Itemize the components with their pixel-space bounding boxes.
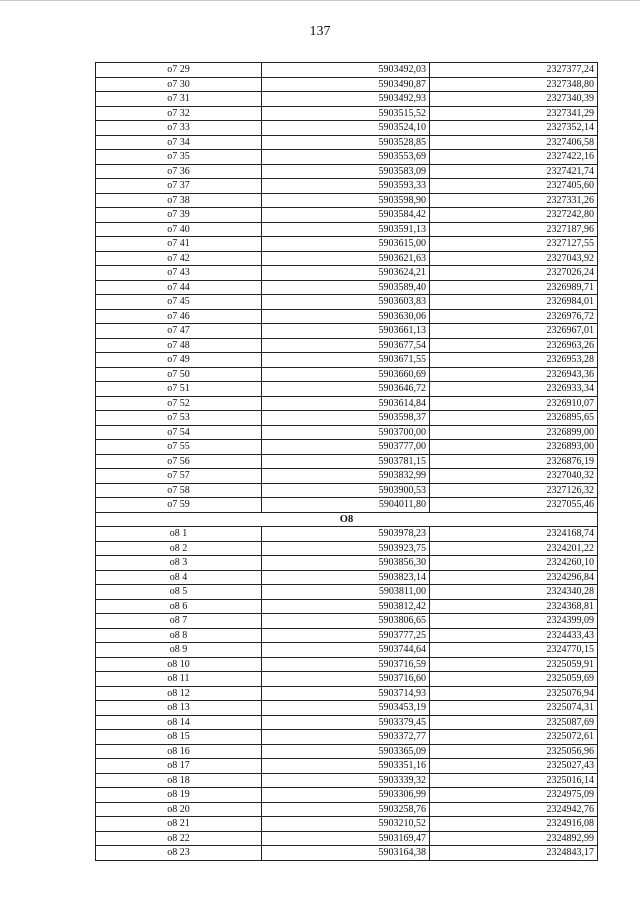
- y-coordinate-cell: 2327341,29: [430, 106, 598, 121]
- y-coordinate-cell: 2326976,72: [430, 309, 598, 324]
- point-id-cell: о8 18: [96, 773, 262, 788]
- table-row: [96, 759, 598, 774]
- table-row: [96, 469, 598, 484]
- coordinates-table-body: [96, 63, 598, 861]
- point-id-cell: о7 43: [96, 266, 262, 281]
- x-coordinate-cell: 5903806,65: [262, 614, 430, 629]
- table-row: [96, 831, 598, 846]
- point-id-cell: о8 11: [96, 672, 262, 687]
- x-coordinate-cell: 5903630,06: [262, 309, 430, 324]
- y-coordinate-cell: 2326893,00: [430, 440, 598, 455]
- point-id-cell: о8 3: [96, 556, 262, 571]
- y-coordinate-cell: 2327421,74: [430, 164, 598, 179]
- y-coordinate-cell: 2327026,24: [430, 266, 598, 281]
- point-id-cell: о8 10: [96, 657, 262, 672]
- y-coordinate-cell: 2326953,28: [430, 353, 598, 368]
- point-id-cell: о8 16: [96, 744, 262, 759]
- y-coordinate-cell: 2325059,69: [430, 672, 598, 687]
- y-coordinate-cell: 2327405,60: [430, 179, 598, 194]
- table-row: [96, 817, 598, 832]
- table-row: [96, 367, 598, 382]
- section-title: О8: [96, 512, 598, 527]
- y-coordinate-cell: 2327242,80: [430, 208, 598, 223]
- x-coordinate-cell: 5903591,13: [262, 222, 430, 237]
- point-id-cell: о7 54: [96, 425, 262, 440]
- x-coordinate-cell: 5903781,15: [262, 454, 430, 469]
- point-id-cell: о7 45: [96, 295, 262, 310]
- point-id-cell: о8 14: [96, 715, 262, 730]
- point-id-cell: о7 29: [96, 63, 262, 78]
- x-coordinate-cell: 5903923,75: [262, 541, 430, 556]
- x-coordinate-cell: 5903823,14: [262, 570, 430, 585]
- point-id-cell: о7 39: [96, 208, 262, 223]
- table-row: [96, 353, 598, 368]
- y-coordinate-cell: 2324296,84: [430, 570, 598, 585]
- x-coordinate-cell: 5903624,21: [262, 266, 430, 281]
- y-coordinate-cell: 2327187,96: [430, 222, 598, 237]
- table-row: [96, 382, 598, 397]
- x-coordinate-cell: 5903339,32: [262, 773, 430, 788]
- x-coordinate-cell: 5903492,03: [262, 63, 430, 78]
- y-coordinate-cell: 2327126,32: [430, 483, 598, 498]
- table-row: [96, 686, 598, 701]
- x-coordinate-cell: 5903306,99: [262, 788, 430, 803]
- y-coordinate-cell: 2327377,24: [430, 63, 598, 78]
- x-coordinate-cell: 5903553,69: [262, 150, 430, 165]
- x-coordinate-cell: 5903978,23: [262, 527, 430, 542]
- table-row: [96, 527, 598, 542]
- x-coordinate-cell: 5903811,00: [262, 585, 430, 600]
- table-row: [96, 425, 598, 440]
- y-coordinate-cell: 2325087,69: [430, 715, 598, 730]
- y-coordinate-cell: 2325016,14: [430, 773, 598, 788]
- x-coordinate-cell: 5903490,87: [262, 77, 430, 92]
- point-id-cell: о8 4: [96, 570, 262, 585]
- x-coordinate-cell: 5903700,00: [262, 425, 430, 440]
- y-coordinate-cell: 2326933,34: [430, 382, 598, 397]
- page-edge: [0, 0, 640, 1]
- point-id-cell: о7 50: [96, 367, 262, 382]
- table-row: [96, 599, 598, 614]
- y-coordinate-cell: 2324916,08: [430, 817, 598, 832]
- y-coordinate-cell: 2327055,46: [430, 498, 598, 513]
- y-coordinate-cell: 2326899,00: [430, 425, 598, 440]
- x-coordinate-cell: 5903671,55: [262, 353, 430, 368]
- x-coordinate-cell: 5903589,40: [262, 280, 430, 295]
- table-row: [96, 266, 598, 281]
- point-id-cell: о7 56: [96, 454, 262, 469]
- point-id-cell: о7 31: [96, 92, 262, 107]
- x-coordinate-cell: 5903583,09: [262, 164, 430, 179]
- y-coordinate-cell: 2327352,14: [430, 121, 598, 136]
- y-coordinate-cell: 2327340,39: [430, 92, 598, 107]
- table-row: [96, 77, 598, 92]
- point-id-cell: о7 36: [96, 164, 262, 179]
- x-coordinate-cell: 5903372,77: [262, 730, 430, 745]
- y-coordinate-cell: 2324433,43: [430, 628, 598, 643]
- x-coordinate-cell: 5903169,47: [262, 831, 430, 846]
- y-coordinate-cell: 2326943,36: [430, 367, 598, 382]
- table-row: [96, 309, 598, 324]
- point-id-cell: о8 8: [96, 628, 262, 643]
- table-row: [96, 773, 598, 788]
- table-row: [96, 338, 598, 353]
- point-id-cell: о7 33: [96, 121, 262, 136]
- table-row: [96, 208, 598, 223]
- x-coordinate-cell: 5903900,53: [262, 483, 430, 498]
- point-id-cell: о8 9: [96, 643, 262, 658]
- x-coordinate-cell: 5903812,42: [262, 599, 430, 614]
- table-row: [96, 121, 598, 136]
- table-row: [96, 179, 598, 194]
- table-row: [96, 556, 598, 571]
- table-row: [96, 280, 598, 295]
- y-coordinate-cell: 2324975,09: [430, 788, 598, 803]
- table-row: [96, 440, 598, 455]
- point-id-cell: о7 57: [96, 469, 262, 484]
- page-number: 137: [309, 24, 331, 39]
- x-coordinate-cell: 5903492,93: [262, 92, 430, 107]
- table-row: [96, 541, 598, 556]
- point-id-cell: о7 59: [96, 498, 262, 513]
- x-coordinate-cell: 5903528,85: [262, 135, 430, 150]
- point-id-cell: о7 55: [96, 440, 262, 455]
- point-id-cell: о7 30: [96, 77, 262, 92]
- x-coordinate-cell: 5903524,10: [262, 121, 430, 136]
- point-id-cell: о7 51: [96, 382, 262, 397]
- table-row: [96, 788, 598, 803]
- table-row: [96, 295, 598, 310]
- x-coordinate-cell: 5903832,99: [262, 469, 430, 484]
- table-row: [96, 454, 598, 469]
- point-id-cell: о7 47: [96, 324, 262, 339]
- table-row: [96, 222, 598, 237]
- x-coordinate-cell: 5903515,52: [262, 106, 430, 121]
- point-id-cell: о8 17: [96, 759, 262, 774]
- point-id-cell: о8 7: [96, 614, 262, 629]
- x-coordinate-cell: 5903716,59: [262, 657, 430, 672]
- y-coordinate-cell: 2326876,19: [430, 454, 598, 469]
- point-id-cell: о8 13: [96, 701, 262, 716]
- point-id-cell: о7 37: [96, 179, 262, 194]
- table-row: [96, 730, 598, 745]
- point-id-cell: о8 12: [96, 686, 262, 701]
- point-id-cell: о8 15: [96, 730, 262, 745]
- point-id-cell: о7 44: [96, 280, 262, 295]
- x-coordinate-cell: 5903660,69: [262, 367, 430, 382]
- y-coordinate-cell: 2326963,26: [430, 338, 598, 353]
- table-row: [96, 570, 598, 585]
- table-row: [96, 498, 598, 513]
- y-coordinate-cell: 2324340,28: [430, 585, 598, 600]
- y-coordinate-cell: 2327127,55: [430, 237, 598, 252]
- x-coordinate-cell: 5903598,90: [262, 193, 430, 208]
- y-coordinate-cell: 2325059,91: [430, 657, 598, 672]
- table-row: [96, 701, 598, 716]
- table-row: [96, 672, 598, 687]
- point-id-cell: о7 40: [96, 222, 262, 237]
- y-coordinate-cell: 2324260,10: [430, 556, 598, 571]
- y-coordinate-cell: 2324368,81: [430, 599, 598, 614]
- y-coordinate-cell: 2327406,58: [430, 135, 598, 150]
- table-row: [96, 846, 598, 861]
- y-coordinate-cell: 2326989,71: [430, 280, 598, 295]
- table-row: [96, 411, 598, 426]
- point-id-cell: о7 42: [96, 251, 262, 266]
- y-coordinate-cell: 2325074,31: [430, 701, 598, 716]
- point-id-cell: о7 35: [96, 150, 262, 165]
- y-coordinate-cell: 2324892,99: [430, 831, 598, 846]
- x-coordinate-cell: 5903164,38: [262, 846, 430, 861]
- table-row: [96, 643, 598, 658]
- point-id-cell: о8 6: [96, 599, 262, 614]
- point-id-cell: о7 52: [96, 396, 262, 411]
- point-id-cell: о7 49: [96, 353, 262, 368]
- y-coordinate-cell: 2324201,22: [430, 541, 598, 556]
- y-coordinate-cell: 2325027,43: [430, 759, 598, 774]
- y-coordinate-cell: 2327043,92: [430, 251, 598, 266]
- coordinates-table: [95, 62, 598, 861]
- table-row: [96, 237, 598, 252]
- point-id-cell: о8 22: [96, 831, 262, 846]
- point-id-cell: о7 32: [96, 106, 262, 121]
- point-id-cell: о8 21: [96, 817, 262, 832]
- point-id-cell: о7 34: [96, 135, 262, 150]
- table-row: [96, 251, 598, 266]
- table-row: [96, 106, 598, 121]
- x-coordinate-cell: 5903661,13: [262, 324, 430, 339]
- y-coordinate-cell: 2324843,17: [430, 846, 598, 861]
- x-coordinate-cell: 5903614,84: [262, 396, 430, 411]
- y-coordinate-cell: 2325076,94: [430, 686, 598, 701]
- x-coordinate-cell: 5903379,45: [262, 715, 430, 730]
- point-id-cell: о8 23: [96, 846, 262, 861]
- table-row: [96, 135, 598, 150]
- x-coordinate-cell: 5903856,30: [262, 556, 430, 571]
- point-id-cell: о8 2: [96, 541, 262, 556]
- x-coordinate-cell: 5903777,25: [262, 628, 430, 643]
- x-coordinate-cell: 5903453,19: [262, 701, 430, 716]
- x-coordinate-cell: 5903677,54: [262, 338, 430, 353]
- point-id-cell: о7 38: [96, 193, 262, 208]
- table-row: [96, 715, 598, 730]
- point-id-cell: о7 58: [96, 483, 262, 498]
- x-coordinate-cell: 5903603,83: [262, 295, 430, 310]
- y-coordinate-cell: 2324399,09: [430, 614, 598, 629]
- table-row: [96, 193, 598, 208]
- point-id-cell: о8 5: [96, 585, 262, 600]
- x-coordinate-cell: 5903258,76: [262, 802, 430, 817]
- table-row: [96, 614, 598, 629]
- x-coordinate-cell: 5903646,72: [262, 382, 430, 397]
- x-coordinate-cell: 5904011,80: [262, 498, 430, 513]
- table-row: [96, 657, 598, 672]
- x-coordinate-cell: 5903615,00: [262, 237, 430, 252]
- table-row: [96, 744, 598, 759]
- x-coordinate-cell: 5903584,42: [262, 208, 430, 223]
- section-header-row: [96, 512, 598, 527]
- x-coordinate-cell: 5903351,16: [262, 759, 430, 774]
- y-coordinate-cell: 2327040,32: [430, 469, 598, 484]
- x-coordinate-cell: 5903598,37: [262, 411, 430, 426]
- x-coordinate-cell: 5903714,93: [262, 686, 430, 701]
- point-id-cell: о8 1: [96, 527, 262, 542]
- table-row: [96, 585, 598, 600]
- point-id-cell: о8 20: [96, 802, 262, 817]
- y-coordinate-cell: 2325056,96: [430, 744, 598, 759]
- table-row: [96, 483, 598, 498]
- y-coordinate-cell: 2325072,61: [430, 730, 598, 745]
- point-id-cell: о7 41: [96, 237, 262, 252]
- y-coordinate-cell: 2327422,16: [430, 150, 598, 165]
- y-coordinate-cell: 2324770,15: [430, 643, 598, 658]
- table-row: [96, 628, 598, 643]
- x-coordinate-cell: 5903593,33: [262, 179, 430, 194]
- point-id-cell: о7 48: [96, 338, 262, 353]
- y-coordinate-cell: 2327348,80: [430, 77, 598, 92]
- point-id-cell: о7 46: [96, 309, 262, 324]
- point-id-cell: о8 19: [96, 788, 262, 803]
- x-coordinate-cell: 5903716,60: [262, 672, 430, 687]
- table-row: [96, 150, 598, 165]
- table-row: [96, 92, 598, 107]
- x-coordinate-cell: 5903744,64: [262, 643, 430, 658]
- y-coordinate-cell: 2324942,76: [430, 802, 598, 817]
- x-coordinate-cell: 5903210,52: [262, 817, 430, 832]
- table-row: [96, 63, 598, 78]
- table-row: [96, 396, 598, 411]
- x-coordinate-cell: 5903365,09: [262, 744, 430, 759]
- y-coordinate-cell: 2326910,07: [430, 396, 598, 411]
- table-row: [96, 324, 598, 339]
- table-row: [96, 802, 598, 817]
- table-row: [96, 164, 598, 179]
- y-coordinate-cell: 2326895,65: [430, 411, 598, 426]
- x-coordinate-cell: 5903777,00: [262, 440, 430, 455]
- x-coordinate-cell: 5903621,63: [262, 251, 430, 266]
- y-coordinate-cell: 2327331,26: [430, 193, 598, 208]
- y-coordinate-cell: 2326967,01: [430, 324, 598, 339]
- y-coordinate-cell: 2326984,01: [430, 295, 598, 310]
- point-id-cell: о7 53: [96, 411, 262, 426]
- y-coordinate-cell: 2324168,74: [430, 527, 598, 542]
